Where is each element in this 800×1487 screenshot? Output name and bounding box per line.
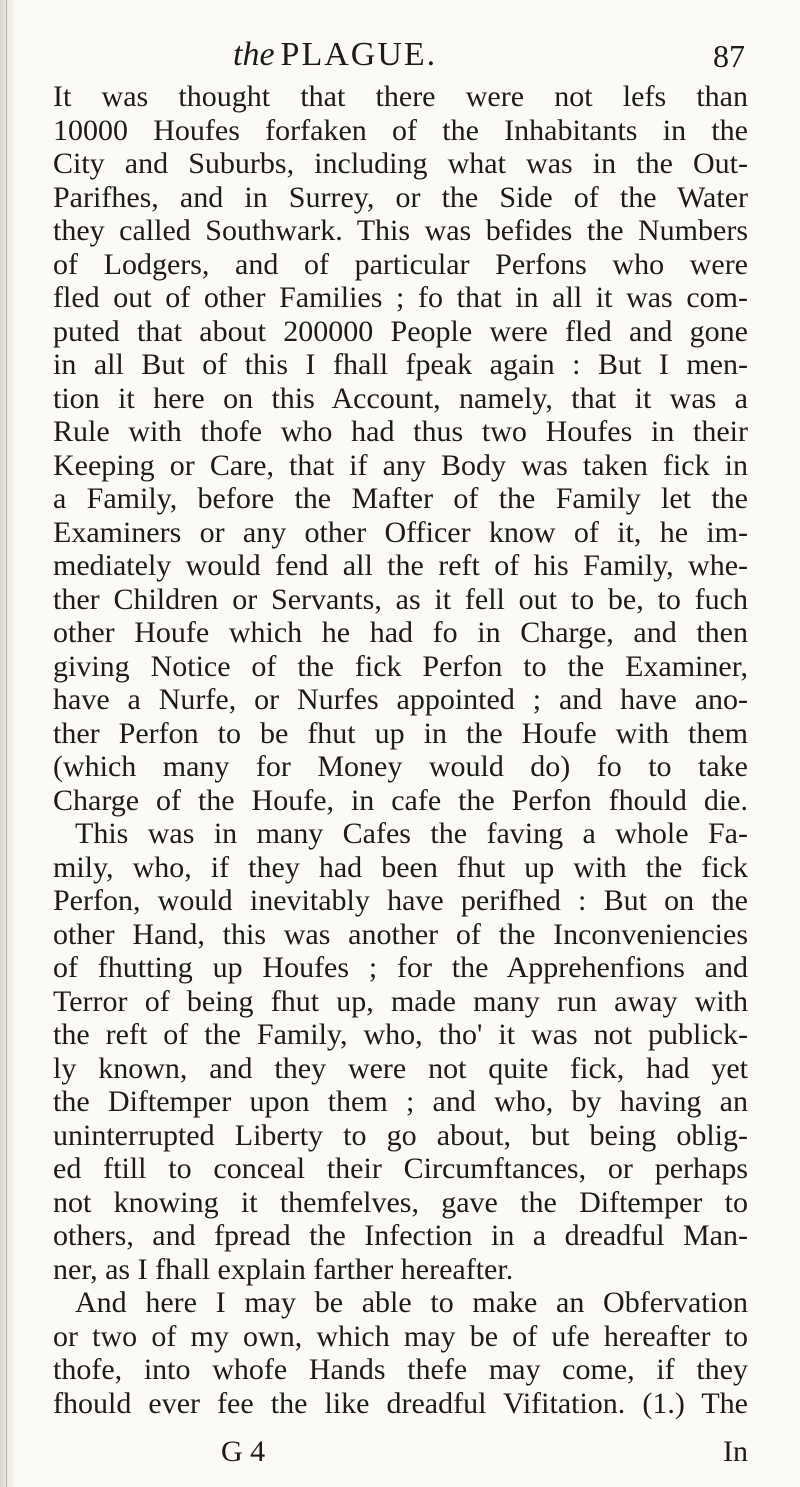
text-line-15: mediately would fend all the reft of his Family, whe- [53, 549, 748, 582]
signature-mark: G 4 [221, 1435, 266, 1468]
text-line-29: the reft of the Family, who, tho' it was not publick- [53, 1018, 748, 1051]
text-line-34: not knowing it themfelves, gave the Diftemper to [53, 1185, 748, 1219]
text-line-12: Keeping or Care, that if any Body was taken fick in [53, 448, 748, 482]
running-head-title [233, 36, 437, 74]
text-line-6: of Lodgers, and of particular Perfons who were [53, 247, 748, 281]
text-line-2: 10000 Houfes forfaken of the Inhabitants in the [53, 113, 748, 147]
text-line-25: Perfon, would inevitably have perifhed : But on the [53, 884, 748, 917]
page-footer [53, 1435, 748, 1469]
text-line-7: fled out of other Families ; fo that in all it was com- [53, 281, 748, 314]
text-line-8: puted that about 200000 People were fled and gone [53, 314, 748, 348]
text-line-23: This was in many Cafes the faving a whole Fa- [75, 817, 748, 850]
text-line-33: ed ftill to conceal their Circumftances, or perhaps [53, 1152, 748, 1185]
text-line-22: Charge of the Houfe, in cafe the Perfon fhould die. [53, 783, 748, 817]
binding-gutter [0, 0, 14, 1487]
text-line-16: ther Children or Servants, as it fell out to be, to fuch [53, 582, 748, 616]
text-line-35: others, and fpread the Infection in a dreadful Man- [53, 1219, 748, 1252]
body-text [53, 80, 748, 1420]
text-line-17: other Houfe which he had fo in Charge, and then [53, 616, 748, 649]
text-line-38: or two of my own, which may be of ufe hereafter to [53, 1319, 748, 1353]
binding-edge [6, 0, 7, 1487]
text-line-11: Rule with thofe who had thus two Houfes in their [53, 415, 748, 448]
text-line-3: City and Suburbs, including what was in the Out- [53, 147, 748, 180]
text-line-40: fhould ever fee the like dreadful Vifitation. (1.) The [53, 1386, 748, 1420]
text-line-13: a Family, before the Mafter of the Family let the [53, 482, 748, 515]
text-line-9: in all But of this I fhall fpeak again : But I men- [53, 348, 748, 381]
text-line-30: ly known, and they were not quite fick, had yet [53, 1051, 748, 1085]
text-line-27: of fhutting up Houfes ; for the Apprehenfions and [53, 951, 748, 984]
text-line-21: (which many for Money would do) fo to take [53, 750, 748, 783]
text-line-24: mily, who, if they had been fhut up with the fick [53, 850, 748, 884]
text-line-39: thofe, into whofe Hands thefe may come, if they [53, 1353, 748, 1386]
text-line-20: ther Perfon to be fhut up in the Houfe with them [53, 716, 748, 750]
text-line-10: tion it here on this Account, namely, that it was a [53, 381, 748, 415]
text-line-19: have a Nurfe, or Nurfes appointed ; and have ano- [53, 683, 748, 716]
text-line-31: the Diftemper upon them ; and who, by having an [53, 1085, 748, 1118]
text-line-32: uninterrupted Liberty to go about, but being oblig- [53, 1118, 748, 1152]
running-head [225, 30, 745, 78]
book-page [53, 0, 748, 1487]
text-line-14: Examiners or any other Officer know of it, he im- [53, 515, 748, 549]
page-number: 87 [713, 38, 745, 74]
text-line-18: giving Notice of the fick Perfon to the Examiner, [53, 649, 748, 683]
text-line-4: Parifhes, and in Surrey, or the Side of the Water [53, 180, 748, 214]
text-line-26: other Hand, this was another of the Inconveniencies [53, 917, 748, 951]
text-line-37: And here I may be able to make an Obfervation [75, 1286, 748, 1319]
text-line-5: they called Southwark. This was befides the Numbers [53, 214, 748, 247]
text-line-28: Terror of being fhut up, made many run away with [53, 984, 748, 1018]
running-head-prefix: the [233, 36, 275, 73]
text-line-1: It was thought that there were not lefs than [53, 80, 748, 113]
text-line-36: ner, as I fhall explain farther hereafter. [53, 1252, 514, 1286]
running-head-word: PLAGUE. [280, 36, 438, 73]
catchword: In [723, 1435, 748, 1468]
